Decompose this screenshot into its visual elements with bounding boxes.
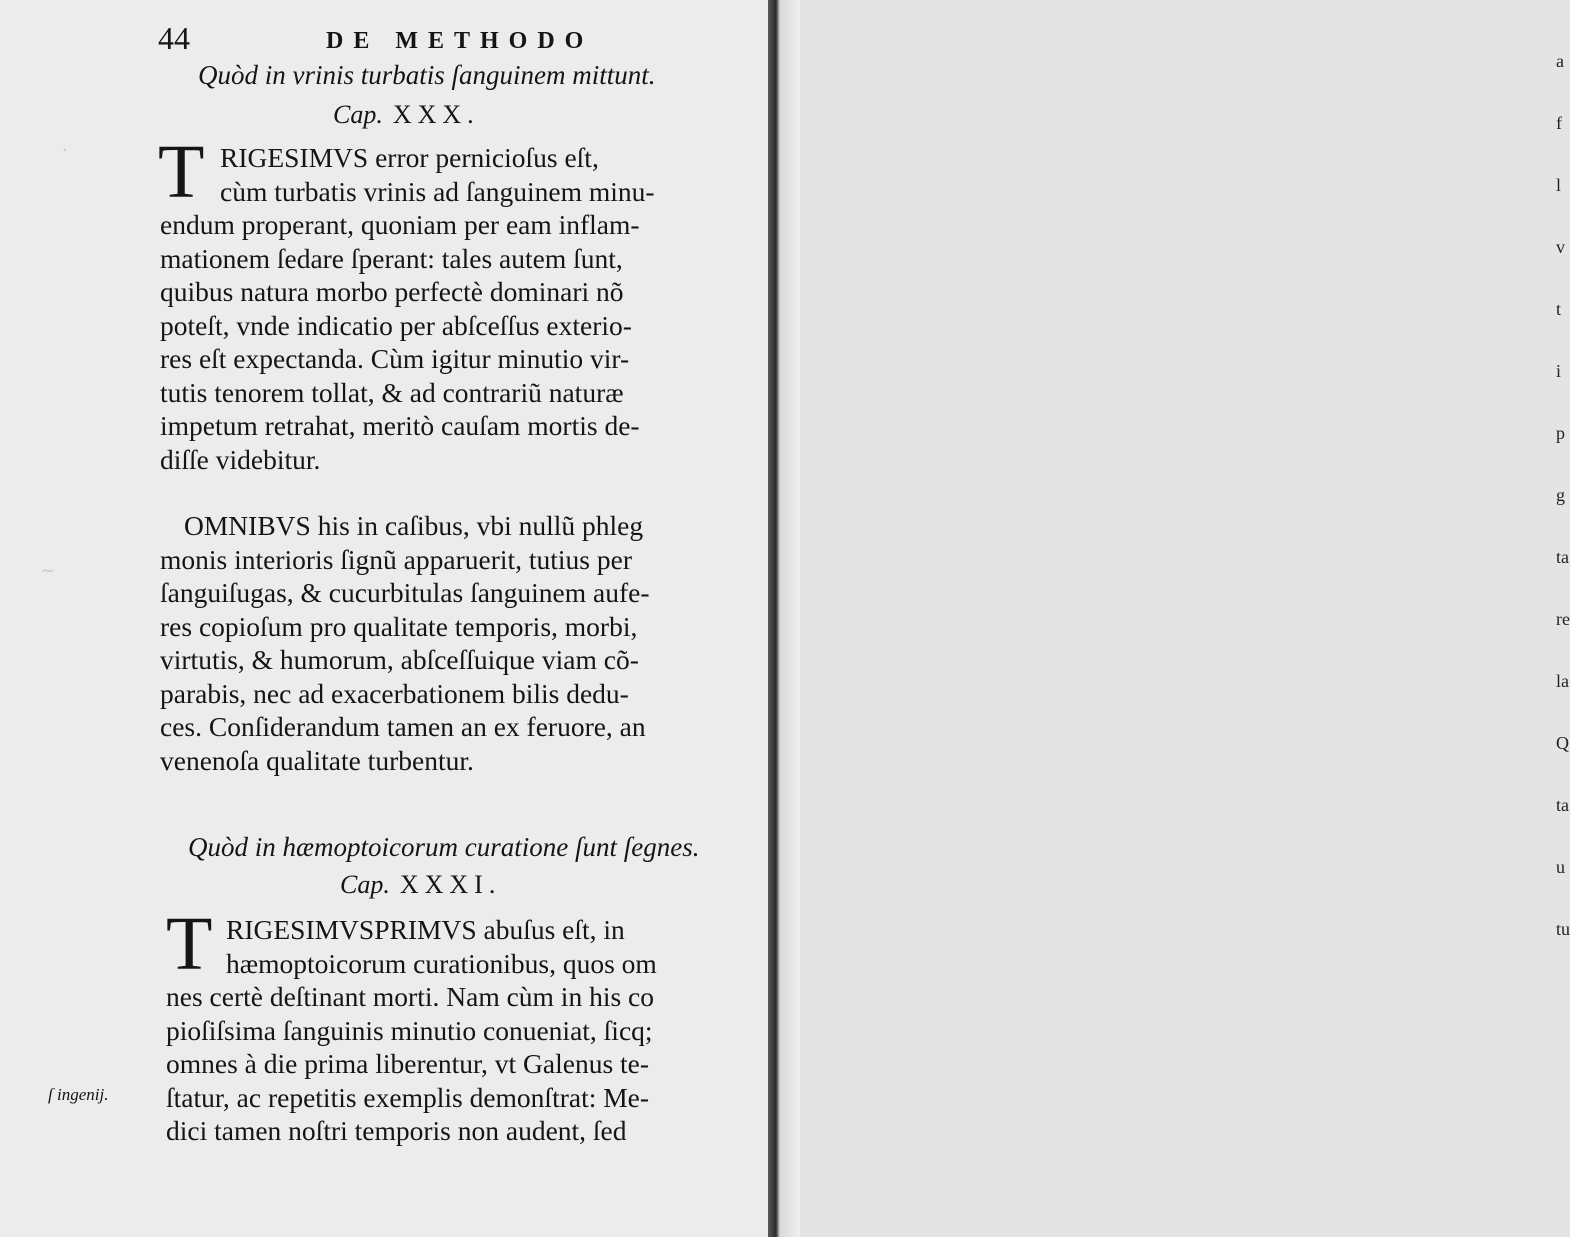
text-line: nes certè deſtinant morti. Nam cùm in his co — [166, 981, 654, 1012]
paragraph — [166, 913, 732, 1148]
paragraph — [160, 141, 732, 476]
drop-cap: T — [158, 130, 205, 214]
text-line: cùm turbatis vrinis ad ſanguinem minu- — [220, 175, 655, 207]
edge-fragment: ta — [1556, 795, 1569, 815]
cap-number: XXXI. — [399, 870, 502, 899]
facing-page-fragments — [1556, 30, 1568, 960]
edge-fragment: f — [1556, 113, 1562, 133]
chapter-heading: Quòd in hæmoptoicorum curatione ſunt ſegnes. — [188, 832, 700, 862]
text-line: res copioſum pro qualitate temporis, morbi, — [160, 610, 638, 642]
text-line: monis interioris ſignũ apparuerit, tutius per — [160, 543, 632, 575]
edge-fragment: t — [1556, 299, 1562, 319]
text-line: tutis tenorem tollat, & ad contrariũ naturæ — [160, 376, 624, 408]
text-line: quibus natura morbo perfectè dominari nõ — [160, 276, 624, 307]
chapter-heading: Quòd in vrinis turbatis ſanguinem mittunt. — [198, 60, 656, 90]
text-line: virtutis, & humorum, abſceſſuique viam cõ- — [160, 644, 639, 675]
text-line: RIGESIMVS error pernicioſus eſt, — [220, 142, 599, 173]
text-line: parabis, nec ad exacerbationem bilis dedu- — [160, 677, 629, 709]
edge-fragment: re — [1556, 609, 1570, 629]
text-line: mationem ſedare ſperant: tales autem ſunt, — [160, 242, 623, 274]
edge-fragment: p — [1556, 423, 1565, 443]
book-page — [0, 0, 768, 1237]
text-line: endum properant, quoniam per eam inflam- — [160, 209, 640, 240]
page-header — [158, 20, 658, 64]
edge-fragment: u — [1556, 857, 1565, 877]
edge-fragment: a — [1556, 51, 1564, 71]
facing-page-edge — [768, 0, 1570, 1237]
bleed-through-mark: · — [62, 140, 68, 161]
text-line: dici tamen noſtri temporis non audent, ſed — [166, 1115, 627, 1146]
text-line: poteſt, vnde indicatio per abſceſſus exterio- — [160, 309, 632, 341]
chapter-number — [340, 870, 501, 900]
drop-cap: T — [166, 902, 213, 986]
text-line: ſtatur, ac repetitis exemplis demonſtrat: Me- — [166, 1081, 650, 1113]
page-number: 44 — [158, 20, 190, 56]
edge-fragment: Q — [1556, 733, 1569, 753]
running-title: DE METHODO — [326, 28, 594, 54]
chapter-number — [333, 100, 480, 130]
cap-label: Cap. — [340, 870, 390, 899]
text-line: venenoſa qualitate turbentur. — [160, 744, 474, 776]
text-line: res eſt expectanda. Cùm igitur minutio vir- — [160, 343, 630, 374]
text-line: impetum retrahat, meritò cauſam mortis de- — [160, 410, 640, 441]
bleed-through-mark: ~ — [40, 560, 56, 581]
text-line: ces. Conſiderandum tamen an ex feruore, an — [160, 711, 646, 742]
edge-fragment: g — [1556, 485, 1565, 505]
cap-number: XXX. — [392, 100, 480, 129]
text-line: OMNIBVS his in caſibus, vbi nullũ phleg — [184, 510, 644, 541]
text-line: RIGESIMVSPRIMVS abuſus eſt, in — [226, 914, 625, 945]
edge-fragment: ta — [1556, 547, 1569, 567]
text-line: ſanguiſugas, & cucurbitulas ſanguinem aufe- — [160, 577, 650, 608]
text-line: diſſe videbitur. — [160, 443, 321, 475]
text-line: omnes à die prima liberentur, vt Galenus te- — [166, 1048, 650, 1079]
paragraph — [160, 509, 732, 777]
marginal-note: ſ ingenij. — [48, 1085, 109, 1104]
text-line: pioſiſsima ſanguinis minutio conueniat, ſicq; — [166, 1014, 653, 1046]
edge-fragment: i — [1556, 361, 1562, 381]
cap-label: Cap. — [333, 100, 383, 129]
edge-fragment: l — [1556, 175, 1562, 195]
edge-fragment: la — [1556, 671, 1569, 691]
edge-fragment: tu — [1556, 919, 1570, 939]
edge-fragment: v — [1556, 237, 1565, 257]
text-line: hæmoptoicorum curationibus, quos om — [226, 947, 657, 979]
